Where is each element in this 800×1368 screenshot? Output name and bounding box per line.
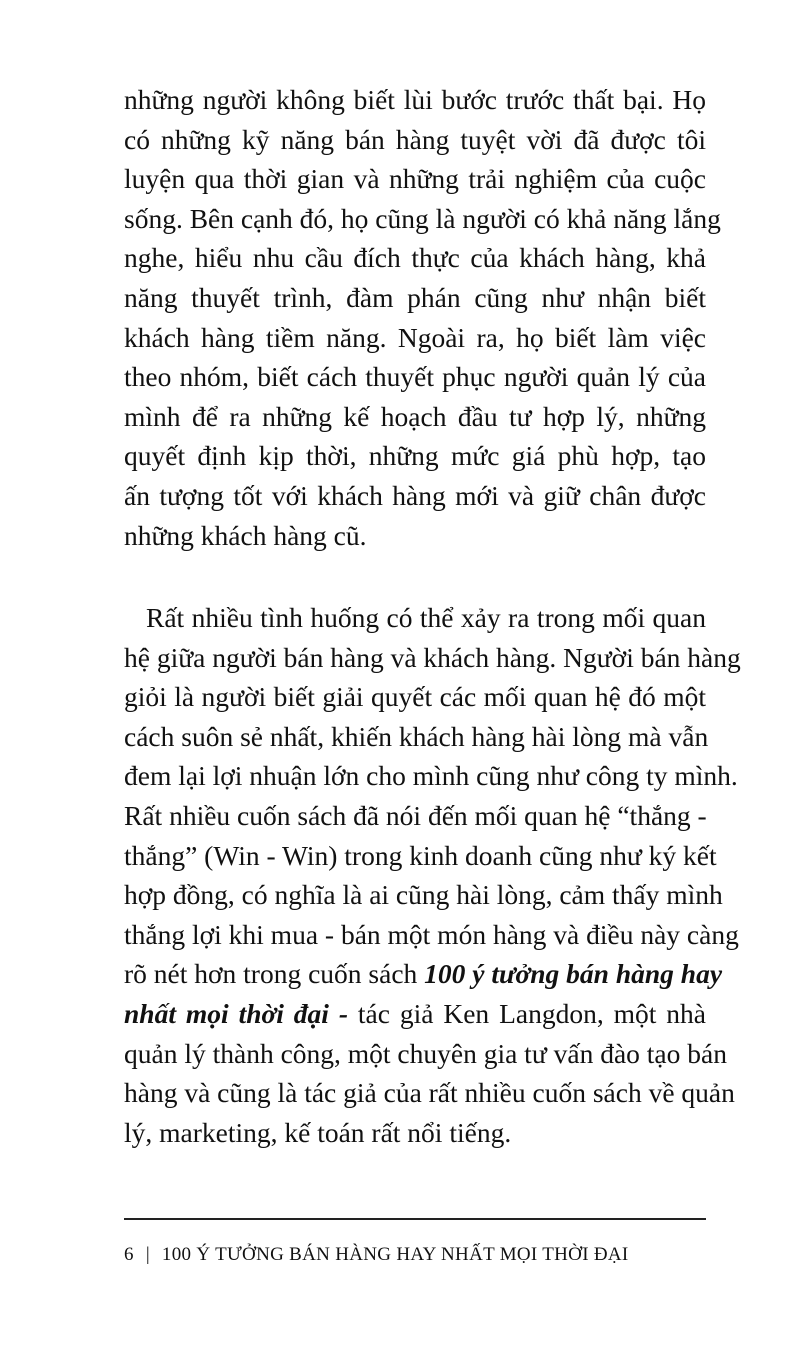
text-line: mình để ra những kế hoạch đầu tư hợp lý, những (124, 400, 706, 432)
paragraph-1 (124, 80, 721, 555)
page-number: 6 (124, 1244, 134, 1265)
text-line (124, 994, 706, 1034)
book-title-emphasis: nhất mọi thời đại - (124, 997, 348, 1029)
text-span: rõ nét hơn trong cuốn sách (124, 958, 425, 990)
page-footer (124, 1244, 629, 1266)
text-line: những khách hàng cũ. (124, 519, 367, 551)
text-line: Rất nhiều cuốn sách đã nói đến mối quan hệ “thắng - (124, 799, 707, 831)
text-line: năng thuyết trình, đàm phán cũng như nhận biết (124, 281, 706, 313)
running-title: 100 Ý TƯỞNG BÁN HÀNG HAY NHẤT MỌI THỜI ĐẠI (161, 1244, 629, 1265)
text-line: luyện qua thời gian và những trải nghiệm của cuộc (124, 163, 706, 195)
text-line: đem lại lợi nhuận lớn cho mình cũng như công ty mình. (124, 760, 738, 792)
text-line: những người không biết lùi bước trước thất bại. Họ (124, 84, 706, 115)
text-line: hệ giữa người bán hàng và khách hàng. Người bán hàng (124, 641, 741, 673)
text-line: quản lý thành công, một chuyên gia tư vấn đào tạo bán (124, 1037, 727, 1069)
text-line: nghe, hiểu nhu cầu đích thực của khách hàng, khả (124, 242, 706, 274)
paragraph-2 (124, 598, 741, 1152)
book-title-emphasis: 100 ý tưởng bán hàng hay (424, 958, 723, 990)
text-line: ấn tượng tốt với khách hàng mới và giữ chân được (124, 479, 706, 511)
text-line: theo nhóm, biết cách thuyết phục người quản lý của (124, 361, 706, 393)
text-line: giỏi là người biết giải quyết các mối quan hệ đó một (124, 681, 706, 713)
text-line: có những kỹ năng bán hàng tuyệt vời đã được tôi (124, 123, 706, 155)
footer-rule (124, 1218, 706, 1220)
text-span: tác giả Ken Langdon, một nhà (348, 997, 706, 1029)
text-line: thắng” (Win - Win) trong kinh doanh cũng như ký kết (124, 839, 717, 871)
text-line: quyết định kịp thời, những mức giá phù hợp, tạo (124, 440, 706, 472)
footer-separator: | (145, 1244, 150, 1265)
text-line: hàng và cũng là tác giả của rất nhiều cuốn sách về quản (124, 1077, 735, 1109)
text-line: hợp đồng, có nghĩa là ai cũng hài lòng, cảm thấy mình (124, 879, 723, 911)
text-line: sống. Bên cạnh đó, họ cũng là người có khả năng lắng (124, 202, 721, 234)
text-line: khách hàng tiềm năng. Ngoài ra, họ biết làm việc (124, 321, 706, 353)
text-line: thắng lợi khi mua - bán một món hàng và điều này càng (124, 918, 739, 950)
text-line (124, 954, 723, 994)
text-line: lý, marketing, kế toán rất nổi tiếng. (124, 1116, 512, 1148)
text-line: Rất nhiều tình huống có thể xảy ra trong mối quan (146, 602, 706, 633)
text-line: cách suôn sẻ nhất, khiến khách hàng hài lòng mà vẫn (124, 720, 709, 752)
